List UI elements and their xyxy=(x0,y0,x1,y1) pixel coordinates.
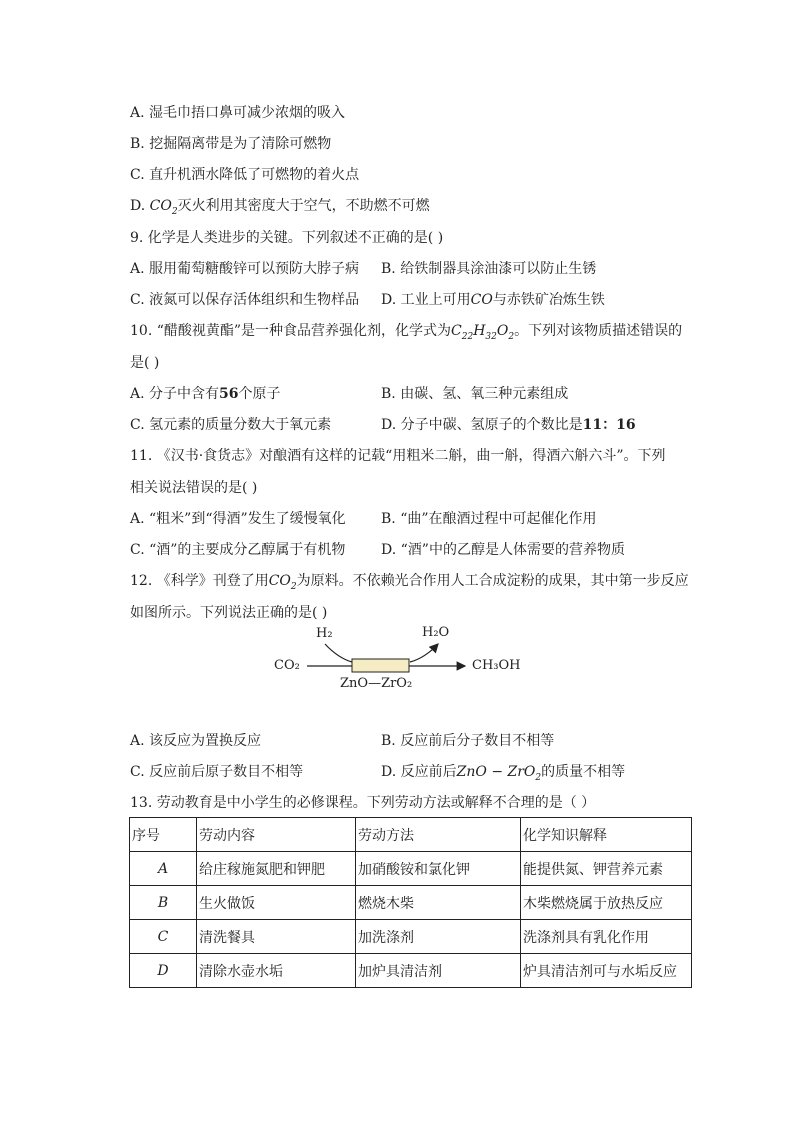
table-cell: 燃烧木柴 xyxy=(356,886,521,920)
q12-row2 xyxy=(130,763,626,783)
q12-stem: 12. 《科学》刊登了用$CO_2$为原料。不依赖光合作用人工合成淀粉的成果，其中第一步反应 xyxy=(130,573,689,592)
q9-stem: 9. 化学是人类进步的关键。下列叙述不正确的是( ) xyxy=(130,230,444,246)
h2o-label: H₂O xyxy=(422,625,450,640)
q11-row2 xyxy=(130,541,625,559)
q11-option-a: A. “粗米”到“得酒”发生了缓慢氧化 xyxy=(130,511,346,527)
q12-stem-line2: 如图所示。下列说法正确的是( ) xyxy=(130,605,328,621)
table-cell: 加洗涤剂 xyxy=(356,920,521,954)
q8-option-a: A. 湿毛巾捂口鼻可减少浓烟的吸入 xyxy=(130,105,346,121)
q9-option-a: A. 服用葡萄糖酸锌可以预防大脖子病 xyxy=(130,261,360,277)
q8-option-c: C. 直升机洒水降低了可燃物的着火点 xyxy=(130,167,360,183)
q10-stem: 10. “醋酸视黄酯”是一种食品营养强化剂，化学式为$C_{22}H_{32}O_2$。下列对该物质描述错误的 xyxy=(130,323,683,342)
table-cell: 洗涤剂具有乳化作用 xyxy=(521,920,692,954)
table-cell: A xyxy=(130,852,197,886)
q9-row2 xyxy=(130,291,605,309)
ch3oh-label: CH₃OH xyxy=(472,658,521,673)
table-row xyxy=(130,920,692,954)
q10-row2 xyxy=(130,416,636,434)
h2-input-curve xyxy=(325,644,352,662)
q9-row1 xyxy=(130,260,597,278)
q10-option-b: B. 由碳、氢、氧三种元素组成 xyxy=(381,386,569,402)
reaction-diagram xyxy=(270,622,530,697)
catalyst-label: ZnO—ZrO₂ xyxy=(340,676,413,691)
q10-stem-line2: 是( ) xyxy=(130,355,160,371)
table-cell: 清除水壶水垢 xyxy=(197,954,356,988)
q10-option-d: D. 分子中碳、氢原子的个数比是11：16 xyxy=(381,417,636,433)
q11-stem: 11. 《汉书·食货志》对酿酒有这样的记载“用粗米二斛，曲一斛，得酒六斛六斗”。下列 xyxy=(130,448,666,464)
table-cell: 加炉具清洁剂 xyxy=(356,954,521,988)
header-cell: 劳动方法 xyxy=(356,818,521,852)
q10-row1 xyxy=(130,385,569,403)
table-cell: 能提供氮、钾营养元素 xyxy=(521,852,692,886)
q11-stem-line2: 相关说法错误的是( ) xyxy=(130,480,258,496)
q10-option-a: A. 分子中含有56个原子 xyxy=(130,386,281,402)
table-cell: 加硝酸铵和氯化钾 xyxy=(356,852,521,886)
table-cell: D xyxy=(130,954,197,988)
q13-stem: 13. 劳动教育是中小学生的必修课程。下列劳动方法或解释不合理的是（ ） xyxy=(130,795,596,811)
q12-option-b: B. 反应前后分子数目不相等 xyxy=(381,733,555,749)
co2-label: CO₂ xyxy=(274,658,300,673)
q8-option-b: B. 挖掘隔离带是为了清除可燃物 xyxy=(130,136,332,152)
table-header-row xyxy=(130,818,692,852)
table-cell: C xyxy=(130,920,197,954)
q12-row1 xyxy=(130,732,555,750)
catalyst-box xyxy=(352,659,409,672)
q8-option-d: D. $CO_2$灭火利用其密度大于空气，不助燃不可燃 xyxy=(130,198,430,217)
q11-option-d: D. “酒”中的乙醇是人体需要的营养物质 xyxy=(381,542,625,558)
header-cell: 化学知识解释 xyxy=(521,818,692,852)
q10-option-c: C. 氢元素的质量分数大于氧元素 xyxy=(130,417,332,433)
q11-row1 xyxy=(130,510,597,528)
q12-option-a: A. 该反应为置换反应 xyxy=(130,733,262,749)
labor-table xyxy=(129,817,692,988)
q12-option-c: C. 反应前后原子数目不相等 xyxy=(130,764,304,780)
q11-option-c: C. “酒”的主要成分乙醇属于有机物 xyxy=(130,542,346,558)
table-cell: 给庄稼施氮肥和钾肥 xyxy=(197,852,356,886)
header-cell: 序号 xyxy=(130,818,197,852)
table-row xyxy=(130,954,692,988)
table-cell: 木柴燃烧属于放热反应 xyxy=(521,886,692,920)
h2-label: H₂ xyxy=(316,626,333,641)
q11-option-b: B. “曲”在酿酒过程中可起催化作用 xyxy=(381,511,597,527)
h2o-output-curve xyxy=(410,644,438,662)
table-cell: 生火做饭 xyxy=(197,886,356,920)
q12-option-d: D. 反应前后ZnO − ZrO$_2$的质量不相等 xyxy=(381,764,626,783)
q9-option-b: B. 给铁制器具涂油漆可以防止生锈 xyxy=(381,261,597,277)
table-row xyxy=(130,852,692,886)
table-row xyxy=(130,886,692,920)
table-cell: 炉具清洁剂可与水垢反应 xyxy=(521,954,692,988)
header-cell: 劳动内容 xyxy=(197,818,356,852)
q9-option-d: D. 工业上可用CO与赤铁矿冶炼生铁 xyxy=(381,292,605,308)
table-cell: B xyxy=(130,886,197,920)
table-cell: 清洗餐具 xyxy=(197,920,356,954)
q9-option-c: C. 液氮可以保存活体组织和生物样品 xyxy=(130,292,360,308)
